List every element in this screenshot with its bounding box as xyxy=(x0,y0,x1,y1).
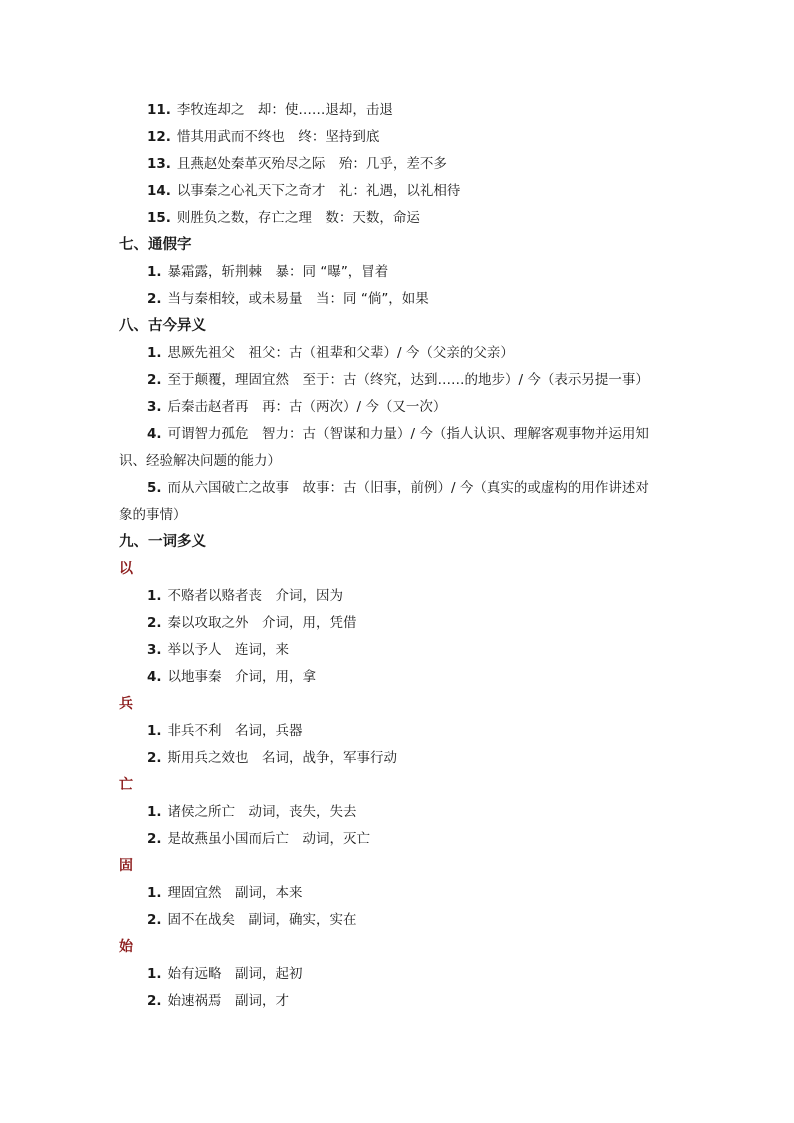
list-item: 2. 斯用兵之效也 名词，战争，军事行动 xyxy=(147,750,398,766)
list-item: 15. 则胜负之数，存亡之理 数：天数，命运 xyxy=(147,210,420,226)
list-item: 13. 且燕赵处秦革灭殆尽之际 殆：几乎，差不多 xyxy=(147,156,447,172)
list-item: 1. 始有远略 副词，起初 xyxy=(147,966,303,982)
list-item: 2. 至于颠覆，理固宜然 至于：古（终究，达到……的地步）/ 今（表示另提一事） xyxy=(147,372,649,388)
section-heading-yiciduoyi: 九、一词多义 xyxy=(119,534,206,550)
polysemy-word: 兵 xyxy=(119,696,133,712)
list-item: 1. 非兵不利 名词，兵器 xyxy=(147,723,303,739)
list-item: 1. 理固宜然 副词，本来 xyxy=(147,885,303,901)
list-item: 1. 暴霜露，斩荆棘 暴：同 “曝”，冒着 xyxy=(147,264,389,280)
list-item: 2. 当与秦相较，或未易量 当：同 “倘”，如果 xyxy=(147,291,429,307)
list-item: 11. 李牧连却之 却：使……退却，击退 xyxy=(147,102,393,118)
list-item-continuation: 识、经验解决问题的能力） xyxy=(119,453,281,469)
list-item: 4. 可谓智力孤危 智力：古（智谋和力量）/ 今（指人认识、理解客观事物并运用知 xyxy=(147,426,649,442)
polysemy-word: 以 xyxy=(119,561,133,577)
list-item: 5. 而从六国破亡之故事 故事：古（旧事，前例）/ 今（真实的或虚构的用作讲述对 xyxy=(147,480,649,496)
list-item: 1. 诸侯之所亡 动词，丧失，失去 xyxy=(147,804,357,820)
polysemy-word: 始 xyxy=(119,939,133,955)
polysemy-word: 固 xyxy=(119,858,133,874)
list-item: 1. 思厥先祖父 祖父：古（祖辈和父辈）/ 今（父亲的父亲） xyxy=(147,345,514,361)
list-item: 2. 秦以攻取之外 介词，用，凭借 xyxy=(147,615,357,631)
list-item: 2. 固不在战矣 副词，确实，实在 xyxy=(147,912,357,928)
list-item-continuation: 象的事情） xyxy=(119,507,187,523)
list-item: 12. 惜其用武而不终也 终：坚持到底 xyxy=(147,129,380,145)
section-heading-tongjiazi: 七、通假字 xyxy=(119,237,192,253)
list-item: 2. 是故燕虽小国而后亡 动词，灭亡 xyxy=(147,831,371,847)
section-heading-gujinyiyi: 八、古今异义 xyxy=(119,318,206,334)
list-item: 2. 始速祸焉 副词，才 xyxy=(147,993,290,1009)
list-item: 3. 举以予人 连词，来 xyxy=(147,642,290,658)
list-item: 1. 不赂者以赂者丧 介词，因为 xyxy=(147,588,344,604)
list-item: 3. 后秦击赵者再 再：古（两次）/ 今（又一次） xyxy=(147,399,447,415)
list-item: 14. 以事秦之心礼天下之奇才 礼：礼遇，以礼相待 xyxy=(147,183,461,199)
polysemy-word: 亡 xyxy=(119,777,133,793)
list-item: 4. 以地事秦 介词，用，拿 xyxy=(147,669,317,685)
